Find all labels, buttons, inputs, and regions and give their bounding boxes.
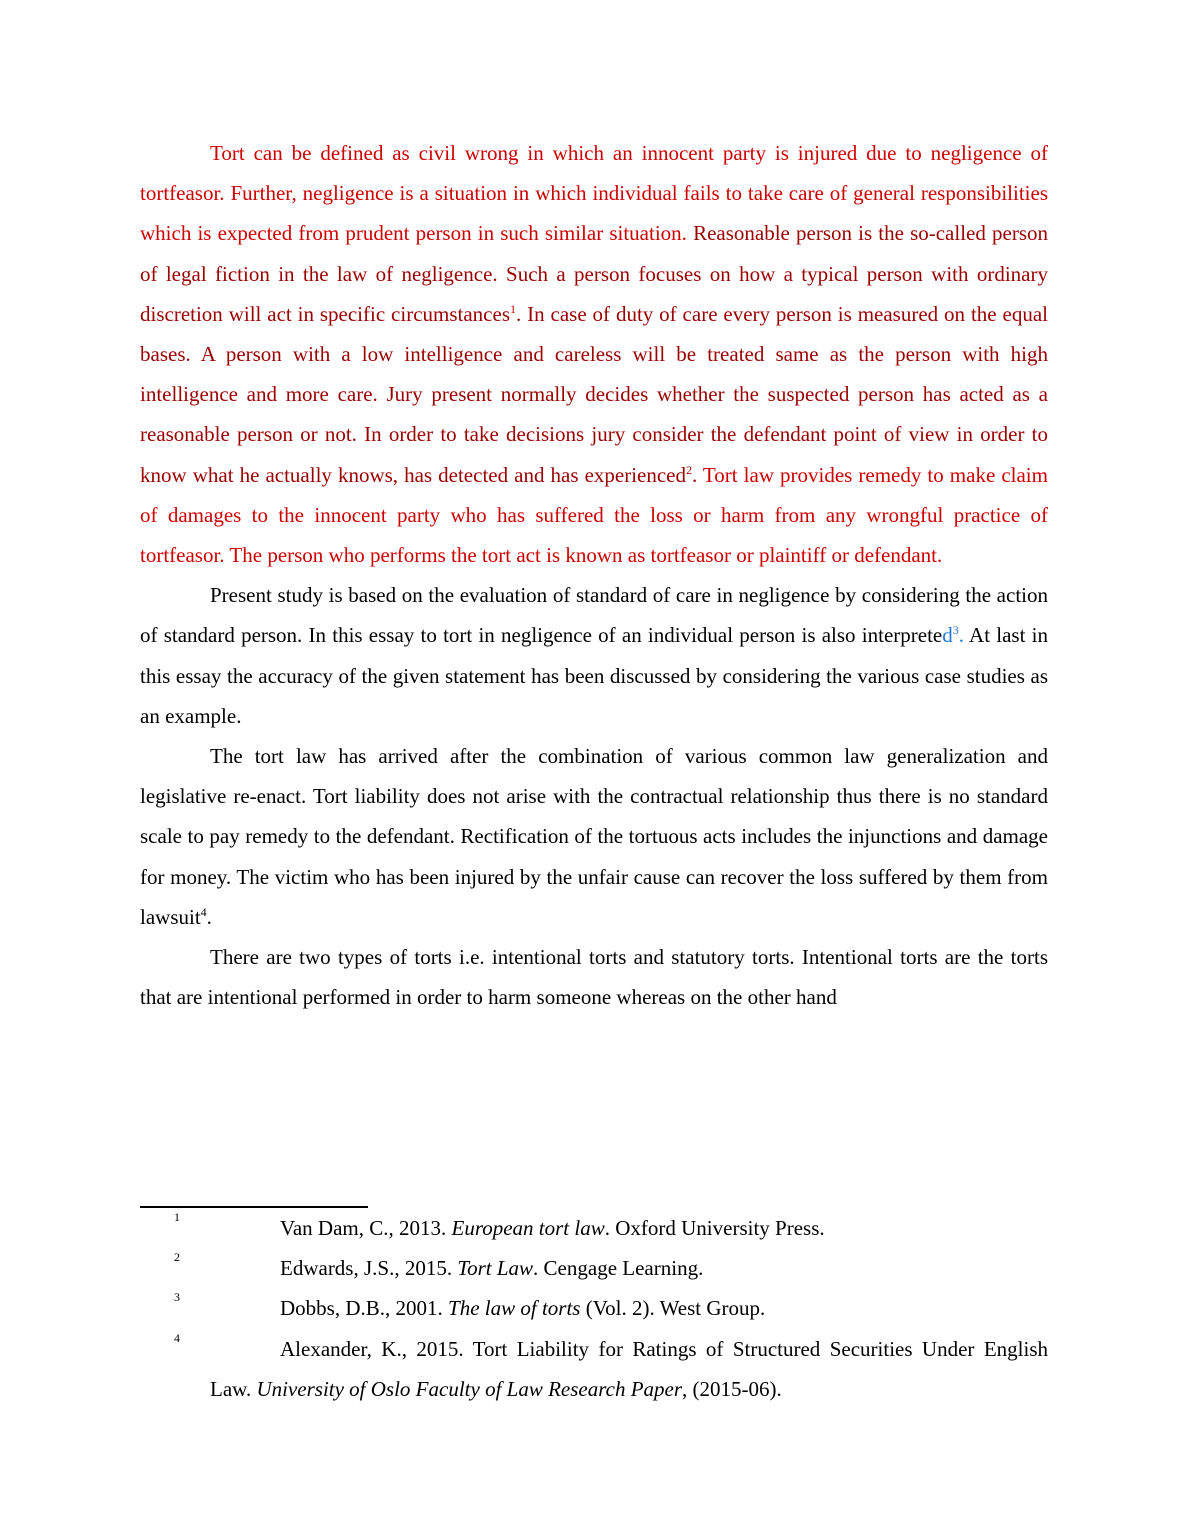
footnote-title: University of Oslo Faculty of Law Research Paper <box>256 1376 683 1401</box>
text-run: . <box>206 904 212 929</box>
footnote-reference[interactable]: 1 <box>510 301 516 316</box>
footnote-text: Edwards, J.S., 2015. <box>280 1256 458 1281</box>
footnote-number: 1 <box>174 1210 180 1224</box>
footnote-number: 3 <box>174 1290 180 1305</box>
footnote-list <box>140 1208 1048 1409</box>
footnote-number: 2 <box>174 1250 180 1265</box>
footnote-number: 4 <box>174 1330 180 1345</box>
paragraph <box>140 937 1048 1017</box>
text-run: . In case of duty of care every person is measured on the equal bases. A person with a low intelligence and careless will be treated same as the person with high intelligence and more care. Jury present normally decides whether the suspected person has acted as a reasonable person or not. In order to take decisions jury consider the defendant point of view in order to know what he actually knows, has detected and has experienced <box>140 301 1048 487</box>
text-run: Tort law provides remedy to make claim of damages to the innocent party who has suffered the loss or harm from any wrongful practice of tortfeasor. The person who performs the tort act is known as tortfeasor or plaintiff or defendant. <box>140 462 1048 568</box>
footnotes-section <box>140 1206 1048 1409</box>
footnote <box>140 1208 1048 1248</box>
footnote <box>140 1329 1048 1409</box>
text-run: The tort law has arrived after the combination of various common law generalization and legislative re-enact. Tort liability does not arise with the contractual relationship thus there is no standard scale to pay remedy to the defendant. Rectification of the tortuous acts includes the injunctions and damage for money. The victim who has been injured by the unfair cause can recover the loss suffered by them from lawsuit <box>140 744 1048 929</box>
paragraph <box>140 133 1048 575</box>
footnote-reference[interactable]: 2 <box>686 462 692 477</box>
footnote-reference[interactable]: 4 <box>200 904 207 919</box>
footnote-text: , (2015-06). <box>682 1376 782 1401</box>
footnote-reference[interactable]: 3 <box>952 623 959 638</box>
text-run: Such a person focuses on how a typical person with ordinary discretion will act in specific circumstances <box>140 261 1048 326</box>
footnote-text: . Cengage Learning. <box>533 1256 704 1281</box>
text-run: Tort can be defined as civil wrong in which an innocent party is injured due to negligence of tortfeasor. Further, negligence is a situation in which individual fails to take care of general responsibilities which is expected from prudent person in such similar situation. <box>140 141 1048 246</box>
footnote-text: Dobbs, D.B., 2001. <box>280 1296 449 1321</box>
text-run: d <box>942 623 953 648</box>
footnote-text: Van Dam, C., 2013. <box>280 1216 452 1240</box>
footnote-title: The law of torts <box>448 1296 581 1321</box>
footnote-text: (Vol. 2). West Group. <box>580 1296 766 1321</box>
text-run: . <box>692 462 698 487</box>
document-body <box>140 133 1048 1017</box>
footnote <box>140 1248 1048 1288</box>
footnote-text: . Oxford University Press. <box>604 1216 825 1240</box>
paragraph <box>140 736 1048 937</box>
text-run: Present study is based on the evaluation of standard of care in negligence by considering the action of standard person. In this essay to tort in negligence of an individual person is also interprete <box>140 583 1048 648</box>
footnote-text: Alexander, K., 2015. Tort Liability for Ratings of Structured Securities Under English Law. <box>210 1336 1048 1401</box>
footnote-title: European tort law <box>451 1216 605 1240</box>
text-run: . <box>958 623 964 648</box>
text-run: At last in this essay the accuracy of the given statement has been discussed by considering the various case studies as an example. <box>140 623 1048 728</box>
text-run: Reasonable person is the so-called person of legal fiction in the law of negligence. <box>140 221 1049 286</box>
footnote-title: Tort Law <box>457 1256 534 1281</box>
footnote <box>140 1288 1048 1328</box>
paragraph <box>140 575 1048 736</box>
text-run: There are two types of torts i.e. intentional torts and statutory torts. Intentional torts are the torts that are intentional performed in order to harm someone whereas on the other hand <box>140 945 1048 1010</box>
